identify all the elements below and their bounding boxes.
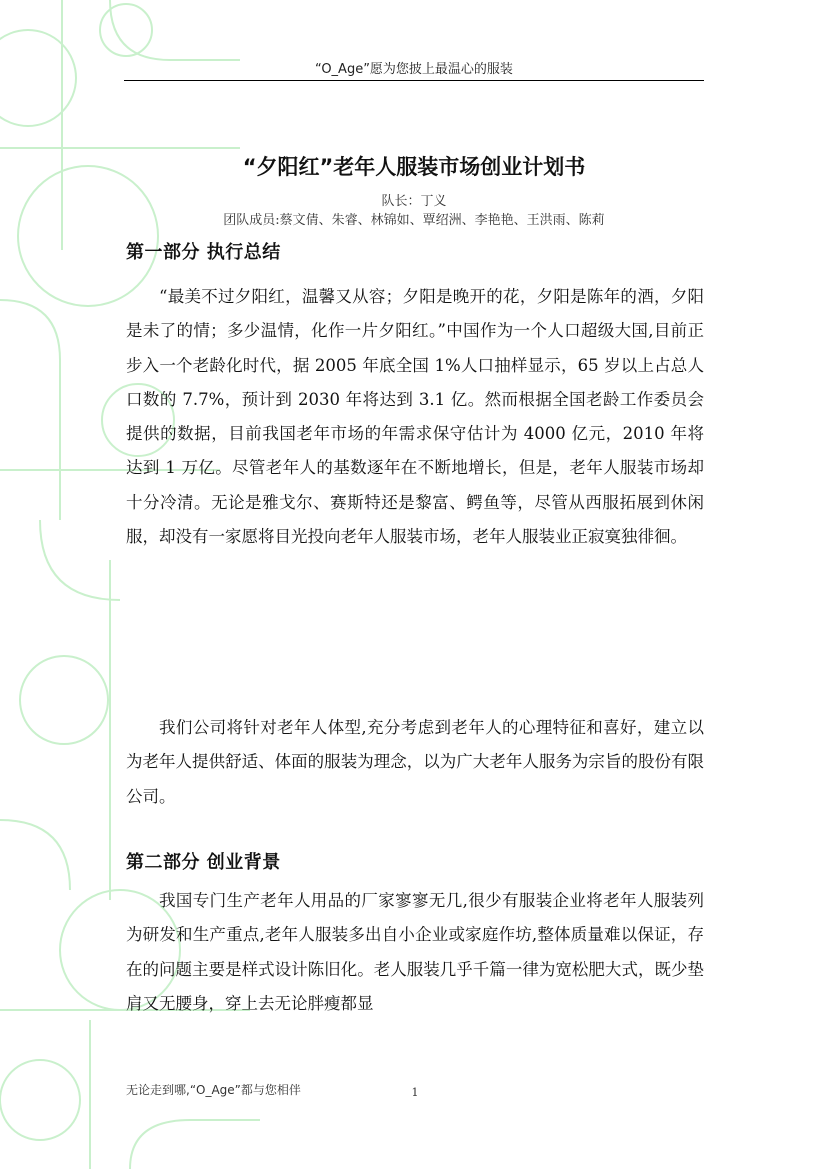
section-heading-background: 第二部分 创业背景 <box>126 852 281 873</box>
page-number: 1 <box>411 1086 419 1099</box>
paragraph-executive-summary-2: 我们公司将针对老年人体型,充分考虑到老年人的心理特征和喜好，建立以为老年人提供舒适、体面的服装为理念，以为广大老年人服务为宗旨的股份有限公司。 <box>126 718 704 806</box>
section-heading-executive-summary: 第一部分 执行总结 <box>126 242 281 263</box>
document-title: “夕阳红”老年人服装市场创业计划书 <box>242 155 586 179</box>
footer-tagline: 无论走到哪,“O_Age”都与您相伴 <box>126 1083 301 1097</box>
team-members: 团队成员:蔡文倩、朱睿、林锦如、覃绍洲、李艳艳、王洪雨、陈莉 <box>223 213 605 228</box>
page-header-slogan: “O_Age”愿为您披上最温心的服装 <box>315 62 513 77</box>
header-divider <box>124 80 704 81</box>
paragraph-background-1: 我国专门生产老年人用品的厂家寥寥无几,很少有服装企业将老年人服装列为研发和生产重点,老年人服装多出自小企业或家庭作坊,整体质量难以保证，存在的问题主要是样式设计陈旧化。老人服装几乎千篇一律为宽松肥大式，既少垫肩又无腰身，穿上去无论胖瘦都显 <box>126 891 704 1013</box>
team-leader: 队长：丁义 <box>381 194 447 209</box>
paragraph-executive-summary-1: “最美不过夕阳红，温馨又从容；夕阳是晚开的花，夕阳是陈年的酒，夕阳是未了的情；多少温情，化作一片夕阳红。”中国作为一个人口超级大国,目前正步入一个老龄化时代，据 2005 年底全国 1%人口抽样显示，65 岁以上占总人口数的 7.7%，预计到 2030 年将达到 3.1 亿。然而根据全国老龄工作委员会提供的数据，目前我国老年市场的年需求保守估计为 4000 亿元，2010 年将达到 1 万亿。尽管老年人的基数逐年在不断地增长，但是，老年人服装市场却十分冷清。无论是雅戈尔、赛斯特还是黎富、鳄鱼等，尽管从西服拓展到休闲服，却没有一家愿将目光投向老年人服装市场，老年人服装业正寂寞独徘徊。 <box>126 287 704 547</box>
